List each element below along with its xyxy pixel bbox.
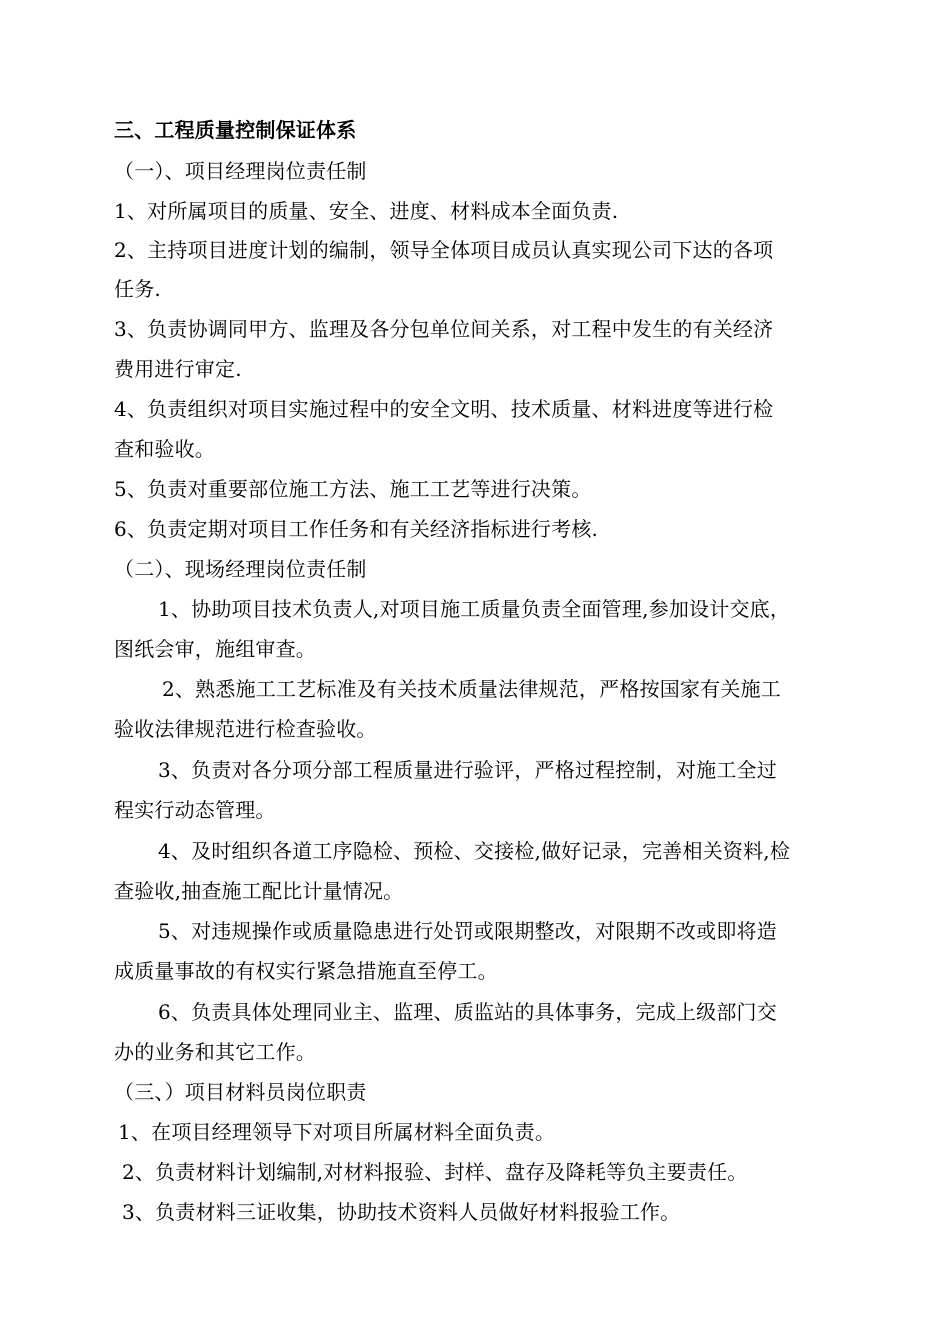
section-2-item-5-line-2: 成质量事故的有权实行紧急措施直至停工。 — [114, 959, 498, 983]
section-2-item-1-line-2: 图纸会审，施组审查。 — [114, 637, 316, 661]
section-1-item-4-line-1: 4、负责组织对项目实施过程中的安全文明、技术质量、材料进度等进行检 — [114, 397, 774, 421]
section-2-item-6-line-1: 6、负责具体处理同业主、监理、质监站的具体事务，完成上级部门交 — [158, 1000, 777, 1024]
section-1-item-5: 5、负责对重要部位施工方法、施工工艺等进行决策。 — [114, 477, 592, 501]
section-2-item-6-line-2: 办的业务和其它工作。 — [114, 1040, 316, 1064]
section-1-title: （一）、项目经理岗位责任制 — [114, 159, 367, 183]
section-2-item-2-line-1: 2、熟悉施工工艺标准及有关技术质量法律规范，严格按国家有关施工 — [162, 677, 781, 701]
section-2-item-1-line-1: 1、协助项目技术负责人,对项目施工质量负责全面管理,参加设计交底， — [158, 597, 791, 621]
section-2-item-4-line-1: 4、及时组织各道工序隐检、预检、交接检,做好记录，完善相关资料,检 — [158, 839, 791, 863]
section-1-item-6: 6、负责定期对项目工作任务和有关经济指标进行考核. — [114, 517, 599, 541]
section-1-item-4-line-2: 查和验收。 — [114, 437, 215, 461]
section-3-item-2: 2、负责材料计划编制,对材料报验、封样、盘存及降耗等负主要责任。 — [122, 1160, 748, 1184]
section-2-title: （二）、现场经理岗位责任制 — [114, 557, 367, 581]
section-1-item-3-line-1: 3、负责协调同甲方、监理及各分包单位间关系，对工程中发生的有关经济 — [114, 317, 774, 341]
section-2-item-5-line-1: 5、对违规操作或质量隐患进行处罚或限期整改，对限期不改或即将造 — [158, 919, 777, 943]
section-1-item-2-line-1: 2、主持项目进度计划的编制，领导全体项目成员认真实现公司下达的各项 — [114, 238, 774, 262]
section-1-item-1: 1、对所属项目的质量、安全、进度、材料成本全面负责. — [114, 199, 619, 223]
section-2-item-2-line-2: 验收法律规范进行检查验收。 — [114, 717, 377, 741]
section-1-item-2-line-2: 任务. — [114, 277, 161, 301]
document-heading: 三、工程质量控制保证体系 — [114, 118, 357, 142]
section-3-title: （三、）项目材料员岗位职责 — [114, 1080, 367, 1104]
section-2-item-3-line-2: 程实行动态管理。 — [114, 798, 276, 822]
section-2-item-4-line-2: 查验收,抽查施工配比计量情况。 — [114, 879, 404, 903]
section-3-item-3: 3、负责材料三证收集，协助技术资料人员做好材料报验工作。 — [122, 1200, 681, 1224]
section-2-item-3-line-1: 3、负责对各分项分部工程质量进行验评，严格过程控制，对施工全过 — [158, 758, 777, 782]
section-3-item-1: 1、在项目经理领导下对项目所属材料全面负责。 — [118, 1120, 556, 1144]
section-1-item-3-line-2: 费用进行审定. — [114, 357, 242, 381]
